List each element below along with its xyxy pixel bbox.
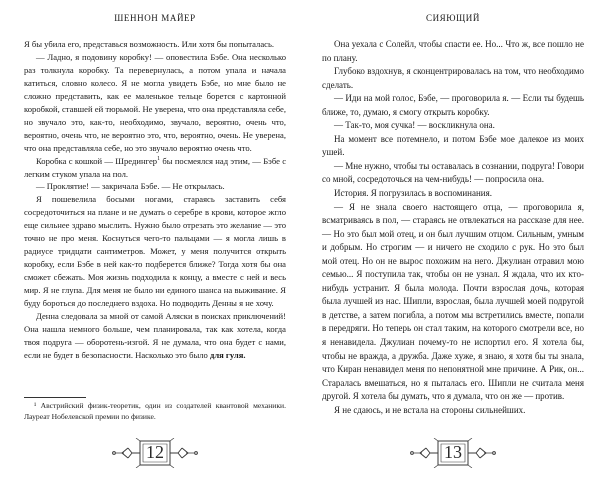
emphasized-text: для гуля.: [209, 349, 246, 360]
footnote-divider: [24, 397, 86, 398]
paragraph: — Ладно, я подовину коробку! — оповестила Бэбе. Она несколько раз толкнула коробку. Та перевернулась, а потом упала и начала катиться, словно колесо. Я не могла увидеть Бэбе, но мне было не сложно представить, как ее маленькое тельце борется с картонной коробкой, ставшей ей тюрьмой. Не уверена, что она представляла себе, но звучало это, как-то, необходимо, звучало, вероятно, очень что, вероятно, очень что, не вероятно это, что, вероятно, очень. Не уверена, что она представляла себе, но это звучало вероятно очень что.: [24, 51, 286, 153]
paragraph: — Мне нужно, чтобы ты оставалась в сознании, подруга! Говори со мной, сосредоточься на чем-нибудь! — попросила она.: [322, 160, 584, 185]
paragraph: — Так-то, моя сучка! — воскликнула она.: [334, 120, 495, 131]
left-page: [24, 0, 286, 491]
paragraph: — Иди на мой голос, Бэбе, — проговорила я. — Если ты будешь ближе, то, думаю, я смогу открыть коробку.: [322, 93, 584, 117]
left-page-body: [24, 38, 286, 362]
paragraph: Я бы убила его, представься возможность. Или хотя бы попыталась.: [24, 39, 275, 49]
paragraph: Денна следовала за мной от самой Аляски в поисках приключений! Она нашла немного больше, чем планировала, так как хотела, когда твоя подруга — оборотень-изгой. Я не думала, что она будет с нами, если не будет в безопасности. Насколько это было для гуля.: [24, 311, 286, 360]
page-number-ornament: [408, 438, 498, 468]
paragraph: Я не сдаюсь, и не встала на стороны сильнейших.: [334, 404, 526, 415]
paragraph: — Я не знала своего настоящего отца, — проговорила я, всматриваясь в пол, — стараясь не отвлекаться на рассказе для нее. — Но это был мой отец, и он был лучшим отцом. Сильным, умным и добрым. Но строгим — и ничего не сходило с рук. Но это был мой отец. Но он не вырос похожим на него. Джулиан отравил мою семью... Я поступила так, чтобы он не узнал. Я ждала, что их кто-нибудь устранит. Я была молода. Почти взрослая дочь, которая была лучшей из нас. Шипли, взрослая, была лучшей моей подругой в детстве, а затем погибла, а потом мы встретились вместе, попали в передряги. Но теперь он стал таким, на которого смотрели все, но я ненавидела. Джулиан почему-то не испортил его. Я хотела бы, чтобы не вражда, а дружба. Даже хуже, я знаю, я хотя бы ты знала, что Киран ненавидел меня по непонятной мне причине. А Рик, он... Старалась вмешаться, но я пыталась его. Шипли не считала меня другой. Я хотела бы думать, что я думала, что он же — против.: [322, 201, 584, 402]
running-head-author: ШЕННОН МАЙЕР: [114, 13, 196, 23]
running-head-title: СИЯЮЩИЙ: [425, 13, 481, 23]
paragraph: История. Я погрузилась в воспоминания.: [334, 188, 493, 199]
paragraph: Я пошевелила босыми ногами, стараясь заставить себя сосредоточиться на плане и не думать о серебре в крови, которое жгло еще сильнее здраво мыслить. Нужно было отрезать это желание — это точно не про меня. Коснуться чего-то пальцами — я могла лишь в радиусе тридцати сантиметров. Может, у меня получится открыть коробку, если Бэбе в ней как-то подберется ближе? Тогда хотя бы она сможет сбежать. Моя жизнь подходила к концу, а вместе с ней и весь мир. Я не глупа. Для меня не было ни единого шанса на выживание. Я буду бороться до последнего вздоха. Но подводить Денны я не хочу.: [24, 194, 286, 309]
page-number: 13: [444, 442, 462, 462]
footnote: ¹ Австрийский физик-теоретик, один из создателей квантовой механики. Лауреат Нобелевской премии по физике.: [24, 401, 286, 421]
paragraph: Глубоко вздохнув, я сконцентрировалась на том, что необходимо сделать.: [322, 66, 584, 90]
right-page: [322, 0, 584, 491]
page-number: 12: [146, 442, 164, 462]
paragraph: — Проклятие! — закричала Бэбе. — Не открылась.: [36, 181, 225, 192]
page-number-ornament: [110, 438, 200, 468]
right-page-body: [322, 38, 584, 417]
paragraph: Коробка с кошкой — Шредингер$^1$ бы посмеялся над этим, — Бэбе с легким стуком упала на пол.: [24, 155, 287, 179]
paragraph: Она уехала с Солейл, чтобы спасти ее. Но... Что ж, все пошло не по плану.: [322, 39, 584, 63]
paragraph: На момент все потемнело, и потом Бэбе мое далекое из моих ушей.: [322, 133, 584, 158]
footnote-marker: 1: [157, 155, 161, 162]
